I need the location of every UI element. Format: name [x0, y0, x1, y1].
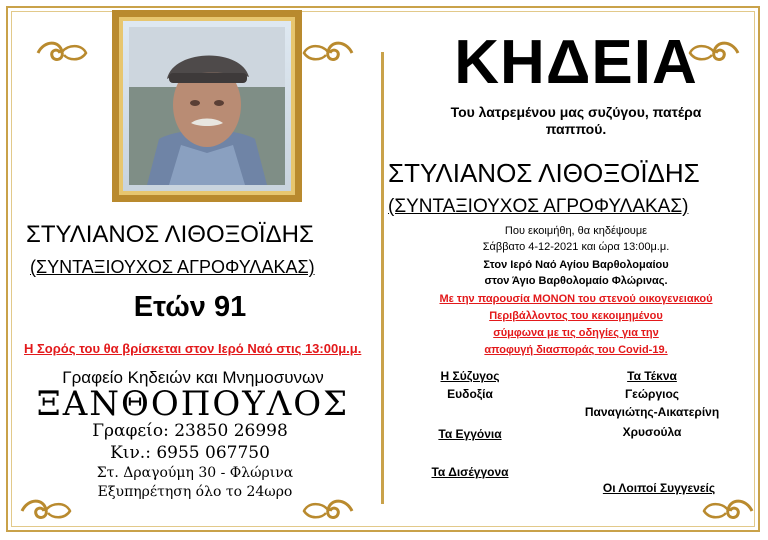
intro-line-2: παππού. — [545, 121, 607, 137]
portrait-photo — [129, 27, 285, 185]
notice-line: Με την παρουσία ΜΟΝΟΝ του στενού οικογενειακού — [439, 293, 713, 305]
ornament-scroll-icon — [34, 38, 90, 68]
left-name: ΣΤΥΛΙΑΝΟΣ ΛΙΘΟΞΟΪΔΗΣ — [26, 221, 314, 248]
spouse-name: Ευδοξία — [447, 387, 493, 401]
office-address: Στ. Δραγούμη 30 - Φλώρινα — [96, 465, 294, 481]
notice-line: αποφυγή διασποράς του Covid-19. — [484, 344, 668, 356]
child-name: Γεώργιος — [624, 387, 680, 401]
intro-line-1: Του λατρεμένου μας συζύγου, πατέρα — [450, 104, 702, 120]
child-name: Παναγιώτης-Αικατερίνη — [584, 405, 720, 419]
left-subtitle: (ΣΥΝΤΑΞΙΟΥΧΟΣ ΑΓΡΟΦΥΛΑΚΑΣ) — [30, 257, 315, 277]
age-label: Ετών 91 — [133, 291, 247, 323]
service-hours: Εξυπηρέτηση όλο το 24ωρο — [97, 484, 293, 500]
right-name: ΣΤΥΛΙΑΝΟΣ ΛΙΘΟΞΟΪΔΗΣ — [388, 158, 700, 188]
notice-line: Περιβάλλοντος του κεκοιμημένου — [489, 310, 663, 322]
details-line: στον Άγιο Βαρθολομαίο Φλώρινας. — [484, 275, 668, 287]
children-label: Τα Τέκνα — [627, 369, 677, 383]
heading-kideia: ΚΗΔΕΙΑ — [454, 28, 698, 97]
relatives-label: Οι Λοιποί Συγγενείς — [602, 481, 716, 495]
details-line: Που εκοιμήθη, θα κηδέψουμε — [504, 225, 648, 237]
ornament-scroll-icon — [18, 496, 74, 526]
spouse-label: Η Σύζυγος — [440, 369, 500, 383]
ornament-scroll-icon — [300, 496, 356, 526]
portrait-frame — [112, 10, 302, 202]
right-subtitle: (ΣΥΝΤΑΞΙΟΥΧΟΣ ΑΓΡΟΦΥΛΑΚΑΣ) — [388, 196, 689, 217]
office-phone: Γραφείο: 23850 26998 — [92, 421, 288, 441]
ornament-scroll-icon — [700, 496, 756, 526]
child-name: Χρυσούλα — [622, 425, 682, 439]
coffin-note: Η Σορός του θα βρίσκεται στον Ιερό Ναό στις 13:00μ.μ. — [24, 341, 362, 356]
great-grandchildren-label: Τα Δισέγγονα — [431, 465, 509, 479]
ornament-scroll-icon — [300, 38, 356, 68]
office-title: Γραφείο Κηδειών και Μνημοσυνων — [62, 368, 324, 387]
notice-line: σύμφωνα με τις οδηγίες για την — [493, 327, 659, 339]
details-line: Σάββατο 4-12-2021 και ώρα 13:00μ.μ. — [482, 241, 670, 253]
mobile-phone: Κιν.: 6955 067750 — [110, 443, 270, 463]
details-line: Στον Ιερό Ναό Αγίου Βαρθολομαίου — [483, 259, 669, 271]
grandchildren-label: Τα Εγγόνια — [438, 427, 502, 441]
brand-name: ΞΑΝΘΟΠΟΥΛΟΣ — [36, 384, 350, 424]
